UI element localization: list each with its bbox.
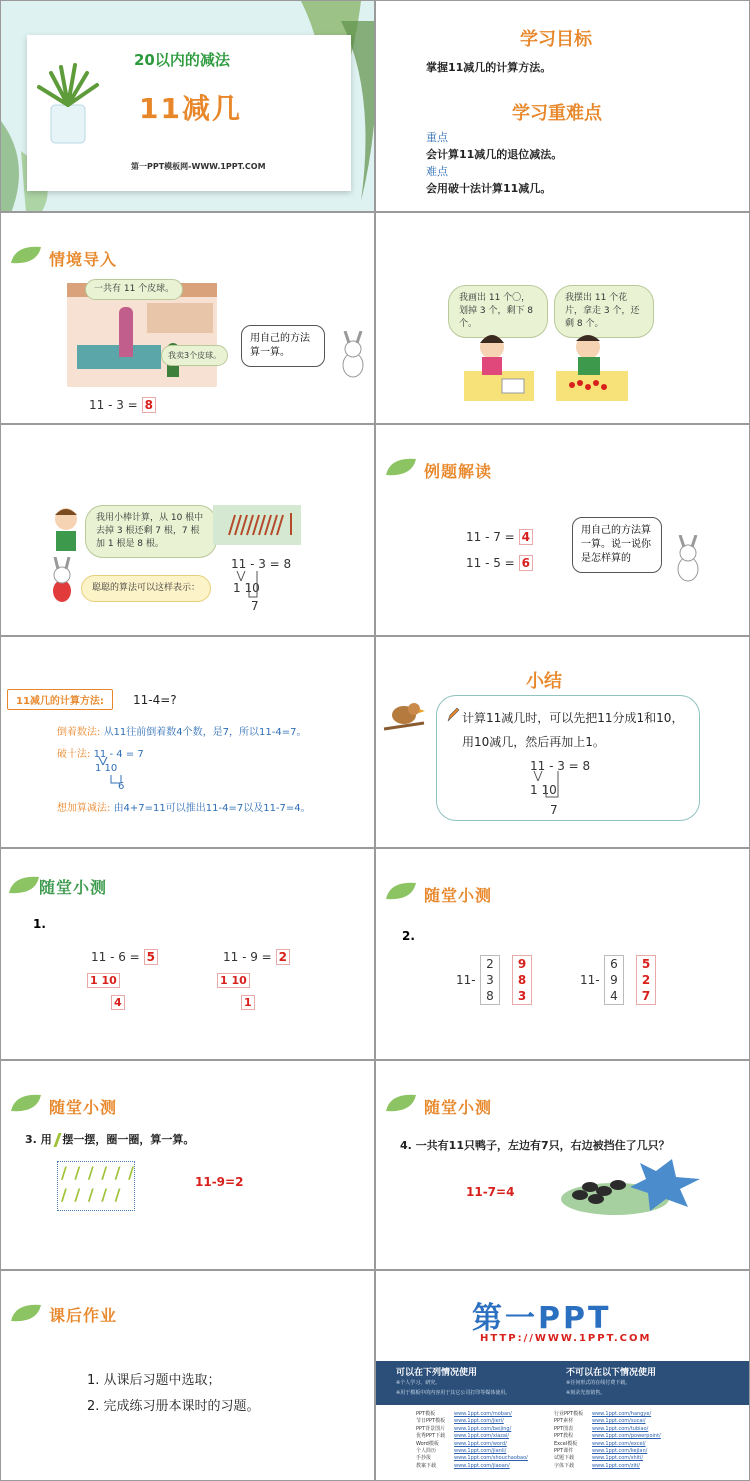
quiz1-a-split: 1 10 (87, 973, 120, 988)
split-lines (233, 571, 273, 601)
link-url[interactable]: www.1ppt.com/word/ (454, 1440, 507, 1447)
can-1: ※个人学习、研究。 (396, 1380, 441, 1386)
quiz2-right-sub-col (604, 955, 624, 1005)
quiz1-b-text: 11 - 9 = (223, 950, 272, 964)
quiz2-left-sub-col (480, 955, 500, 1005)
link-url[interactable]: www.1ppt.com/ziti/ (592, 1462, 640, 1469)
pencil-icon (446, 707, 460, 723)
sticks-drawing (213, 505, 301, 545)
quiz2-left-sub-2: 8 (486, 989, 494, 1003)
link-url[interactable]: www.1ppt.com/beijing/ (454, 1425, 512, 1432)
quiz2-left-ans-0: 9 (517, 957, 527, 971)
section-title: 例题解读 (424, 462, 493, 481)
quiz1-b-rest: 1 (241, 995, 255, 1010)
speech-calc: 用自己的方法算一算。 (241, 325, 325, 367)
link-label: PPT背景图片 (416, 1425, 446, 1432)
section-title: 随堂小测 (39, 878, 108, 897)
quiz-number: 1. (33, 917, 46, 931)
link-row (416, 1433, 566, 1440)
link-row (554, 1418, 704, 1425)
example-ans-1: 4 (519, 529, 533, 545)
slide-quiz-1[interactable] (0, 848, 375, 1060)
link-url[interactable]: www.1ppt.com/hangye/ (592, 1411, 652, 1417)
section-title: 随堂小测 (424, 886, 493, 905)
quiz2-left-ans-1: 8 (517, 973, 527, 987)
section-title: 情境导入 (49, 250, 118, 269)
speech-explain: 用自己的方法算一算。说一说你是怎样算的 (572, 517, 662, 573)
quiz4-question (400, 1137, 670, 1153)
method-1 (57, 723, 306, 738)
goal-title: 学习目标 (520, 29, 592, 50)
method-2-eq: 11 - 4 = 7 (93, 749, 144, 760)
slide-quiz-2[interactable] (375, 848, 750, 1060)
quiz1-b-eq (223, 949, 290, 965)
can-title: 可以在下列情况使用 (396, 1368, 478, 1378)
leaf-icon (7, 873, 41, 897)
rabbit-icon (335, 331, 371, 379)
links-left (416, 1411, 566, 1470)
sticks-row-1: / / / / / / (61, 1163, 135, 1182)
example-eq-2-text: 11 - 5 = (466, 556, 515, 570)
link-url[interactable]: www.1ppt.com/powerpoint/ (592, 1433, 661, 1440)
link-label: PPT模板 (416, 1411, 436, 1417)
slide-homework[interactable] (0, 1270, 375, 1481)
quiz2-left-ans-2: 3 (517, 989, 527, 1003)
leaf-icon (384, 879, 418, 903)
slide-summary[interactable] (375, 636, 750, 848)
quiz2-right-sub-1: 9 (610, 973, 618, 987)
slide-intro[interactable] (0, 212, 375, 424)
link-url[interactable]: www.1ppt.com/jieri/ (454, 1418, 504, 1425)
quiz2-left-sub-0: 2 (486, 957, 494, 971)
bird-icon (380, 693, 426, 737)
method-tag: 11减几的计算方法: (7, 689, 113, 710)
links-right (554, 1411, 704, 1470)
example-eq-2 (466, 555, 533, 571)
summary-split: 1 10 (530, 783, 557, 797)
quiz2-right-ans-0: 5 (641, 957, 651, 971)
quiz3-number: 3. (25, 1133, 37, 1146)
boy-chips-illustration (552, 325, 632, 403)
link-label: Word模板 (416, 1440, 439, 1447)
quiz2-right-ans-col (636, 955, 656, 1005)
key-label: 重点 (426, 131, 448, 144)
quiz2-left-sub-1: 3 (486, 973, 494, 987)
slide-sticks[interactable] (0, 424, 375, 636)
section-title: 随堂小测 (49, 1098, 118, 1117)
slide-example[interactable] (375, 424, 750, 636)
link-label: PPT教程 (554, 1433, 574, 1440)
method-split-lines (95, 755, 135, 789)
method-1-text: 从11往前倒着数4个数，是7，所以11-4=7。 (103, 727, 307, 738)
quiz2-right-sub-0: 6 (610, 957, 618, 971)
example-eq-1-text: 11 - 7 = (466, 530, 515, 544)
slide-methods[interactable] (0, 636, 375, 848)
girl-drawing-illustration (462, 325, 536, 403)
slide-credits[interactable] (375, 1270, 750, 1481)
link-label: 优秀PPT下载 (416, 1433, 446, 1440)
quiz-number: 2. (402, 929, 415, 943)
link-label: PPT图表 (554, 1425, 574, 1432)
rabbit-girl-icon (47, 557, 77, 603)
diff-text: 会用破十法计算11减几。 (426, 182, 552, 195)
summary-line-2: 用10减几，然后再加上1。 (462, 735, 605, 749)
slide-title[interactable] (0, 0, 375, 212)
link-label: PPT素材 (554, 1418, 574, 1425)
logo-url: HTTP://WWW.1PPT.COM (480, 1333, 652, 1344)
leaf-icon (9, 243, 43, 267)
link-url[interactable]: www.1ppt.com/shouchaobao/ (454, 1455, 528, 1462)
quiz3-text-a: 用 (40, 1133, 52, 1146)
title-footer: 第一PPT模板网-WWW.1PPT.COM (131, 162, 266, 171)
boy-avatar (51, 505, 81, 551)
summary-eq: 11 - 3 = 8 (530, 759, 591, 773)
diff-label: 难点 (426, 165, 448, 178)
sticks-rest: 7 (251, 599, 259, 613)
link-url[interactable]: www.1ppt.com/kejian/ (592, 1448, 648, 1455)
link-url[interactable]: www.1ppt.com/moban/ (454, 1411, 512, 1417)
link-url[interactable]: www.1ppt.com/tubiao/ (592, 1425, 649, 1432)
homework-item-2: 2. 完成练习册本课时的习题。 (87, 1399, 260, 1414)
logo-text: 第一PPT (472, 1301, 612, 1336)
link-label: 教案下载 (416, 1462, 437, 1469)
summary-title: 小结 (526, 671, 562, 692)
quiz4-text: 一共有11只鸭子，左边有7只，右边被挡住了几只？ (415, 1139, 670, 1152)
quiz1-b-split: 1 10 (217, 973, 250, 988)
goal-text: 掌握11减几的计算方法。 (426, 61, 552, 74)
example-eq-1 (466, 529, 533, 545)
quiz2-left-prefix: 11- (456, 973, 476, 987)
bubble-ball-total: 一共有 11 个皮球。 (85, 279, 183, 300)
method-question: 11-4=? (133, 693, 177, 707)
eq-intro (89, 397, 156, 413)
slide-quiz-4[interactable] (375, 1060, 750, 1270)
can-2: ※用于模板中的内容用于其它公司打印等媒体使用。 (396, 1390, 511, 1396)
bubble-method: 聪聪的算法可以这样表示： (81, 575, 211, 602)
link-url[interactable]: www.1ppt.com/xiazai/ (454, 1433, 510, 1440)
link-label: 个人简历 (416, 1448, 437, 1455)
sticks-split: 1 10 (233, 581, 260, 595)
link-label: 试题下载 (554, 1455, 575, 1462)
link-row (554, 1441, 704, 1448)
link-row (416, 1463, 566, 1470)
bubble-sticks: 我用小棒计算，从 10 根中去掉 3 根还剩 7 根，7 根加 1 根是 8 根。 (85, 505, 217, 558)
quiz2-right-sub-2: 4 (610, 989, 618, 1003)
summary-line-1: 计算11减几时，可以先把11分成1和10， (462, 711, 684, 725)
eq-intro-answer: 8 (142, 397, 156, 413)
bubble-chips: 我摆出 11 个花片，拿走 3 个，还剩 8 个。 (554, 285, 654, 338)
link-label: 手抄报 (416, 1455, 432, 1462)
bubble-draw: 我画出 11 个〇，划掉 3 个，剩下 8 个。 (448, 285, 548, 338)
rabbit-icon (670, 535, 706, 583)
section-title: 课后作业 (49, 1306, 118, 1325)
link-label: 字体下载 (554, 1462, 575, 1469)
ducks-illustration (560, 1157, 710, 1217)
method-1-label: 倒着数法: (57, 727, 101, 738)
slide-goals[interactable] (375, 0, 750, 212)
link-row (554, 1433, 704, 1440)
quiz2-right-prefix: 11- (580, 973, 600, 987)
section-title: 随堂小测 (424, 1098, 493, 1117)
quiz1-a-rest: 4 (111, 995, 125, 1010)
link-row (416, 1418, 566, 1425)
quiz2-right-ans-1: 2 (641, 973, 651, 987)
method-3-text: 由4+7=11可以推出11-4=7以及11-7=4。 (113, 803, 311, 814)
link-url[interactable]: www.1ppt.com/excel/ (592, 1440, 646, 1447)
quiz2-left-ans-col (512, 955, 532, 1005)
leaf-icon (384, 455, 418, 479)
eq-intro-text: 11 - 3 = (89, 398, 138, 412)
link-label: PPT课件 (554, 1448, 574, 1455)
homework-item-1: 1. 从课后习题中选取； (87, 1373, 221, 1388)
link-url[interactable]: www.1ppt.com/jianli/ (454, 1448, 507, 1455)
bubble-sell: 我卖3个皮球。 (161, 345, 228, 366)
quiz2-right-ans-2: 7 (641, 989, 651, 1003)
leaf-icon (9, 1091, 43, 1115)
link-row (554, 1463, 704, 1470)
quiz3-answer: 11-9=2 (195, 1175, 244, 1189)
sticks-row-2: / / / / / (61, 1185, 122, 1204)
summary-rest: 7 (550, 803, 558, 817)
link-label: 行业PPT模板 (554, 1411, 584, 1417)
title-subtitle: 20以内的减法 (134, 51, 230, 69)
method-2-label: 破十法: (57, 749, 91, 760)
link-label: Excel模板 (554, 1440, 578, 1447)
method-3-label: 想加算减法: (57, 803, 111, 814)
quiz1-a-ans: 5 (144, 949, 158, 965)
quiz1-a-text: 11 - 6 = (91, 950, 140, 964)
cannot-title: 不可以在以下情况使用 (566, 1368, 657, 1378)
method-2-rest: 6 (118, 781, 125, 792)
method-2-split: 1 10 (95, 763, 118, 774)
quiz1-a-eq (91, 949, 158, 965)
slide-quiz-3[interactable] (0, 1060, 375, 1270)
quiz3-text-b: 摆一摆，圈一圈，算一算。 (62, 1133, 195, 1146)
link-url[interactable]: www.1ppt.com/jiaoan/ (454, 1462, 510, 1469)
leaf-icon (9, 1301, 43, 1325)
plant-icon (31, 61, 105, 147)
sticks-eq: 11 - 3 = 8 (231, 557, 292, 571)
sticks-image (213, 505, 301, 545)
quiz3-question (25, 1131, 194, 1147)
title-main: 11减几 (139, 92, 242, 125)
method-3 (57, 799, 311, 814)
key-text: 会计算11减几的退位减法。 (426, 148, 563, 161)
link-row (416, 1455, 566, 1462)
quiz4-answer: 11-7=4 (466, 1185, 515, 1199)
summary-split-lines (530, 771, 570, 801)
link-label: 节日PPT模板 (416, 1418, 446, 1425)
quiz1-b-ans: 2 (276, 949, 290, 965)
cannot-1: ※任何形式的在线付费下载。 (566, 1380, 631, 1386)
example-ans-2: 6 (519, 555, 533, 571)
slide-kids-methods[interactable] (375, 212, 750, 424)
link-row (416, 1441, 566, 1448)
link-row (554, 1455, 704, 1462)
quiz4-number: 4. (400, 1139, 412, 1152)
key-title: 学习重难点 (512, 103, 602, 124)
link-url[interactable]: www.1ppt.com/sucai/ (592, 1418, 646, 1425)
leaf-icon (384, 1091, 418, 1115)
stick-icon (53, 1133, 61, 1147)
link-url[interactable]: www.1ppt.com/shiti/ (592, 1455, 644, 1462)
cannot-2: ※刻录光盘销售。 (566, 1390, 606, 1396)
